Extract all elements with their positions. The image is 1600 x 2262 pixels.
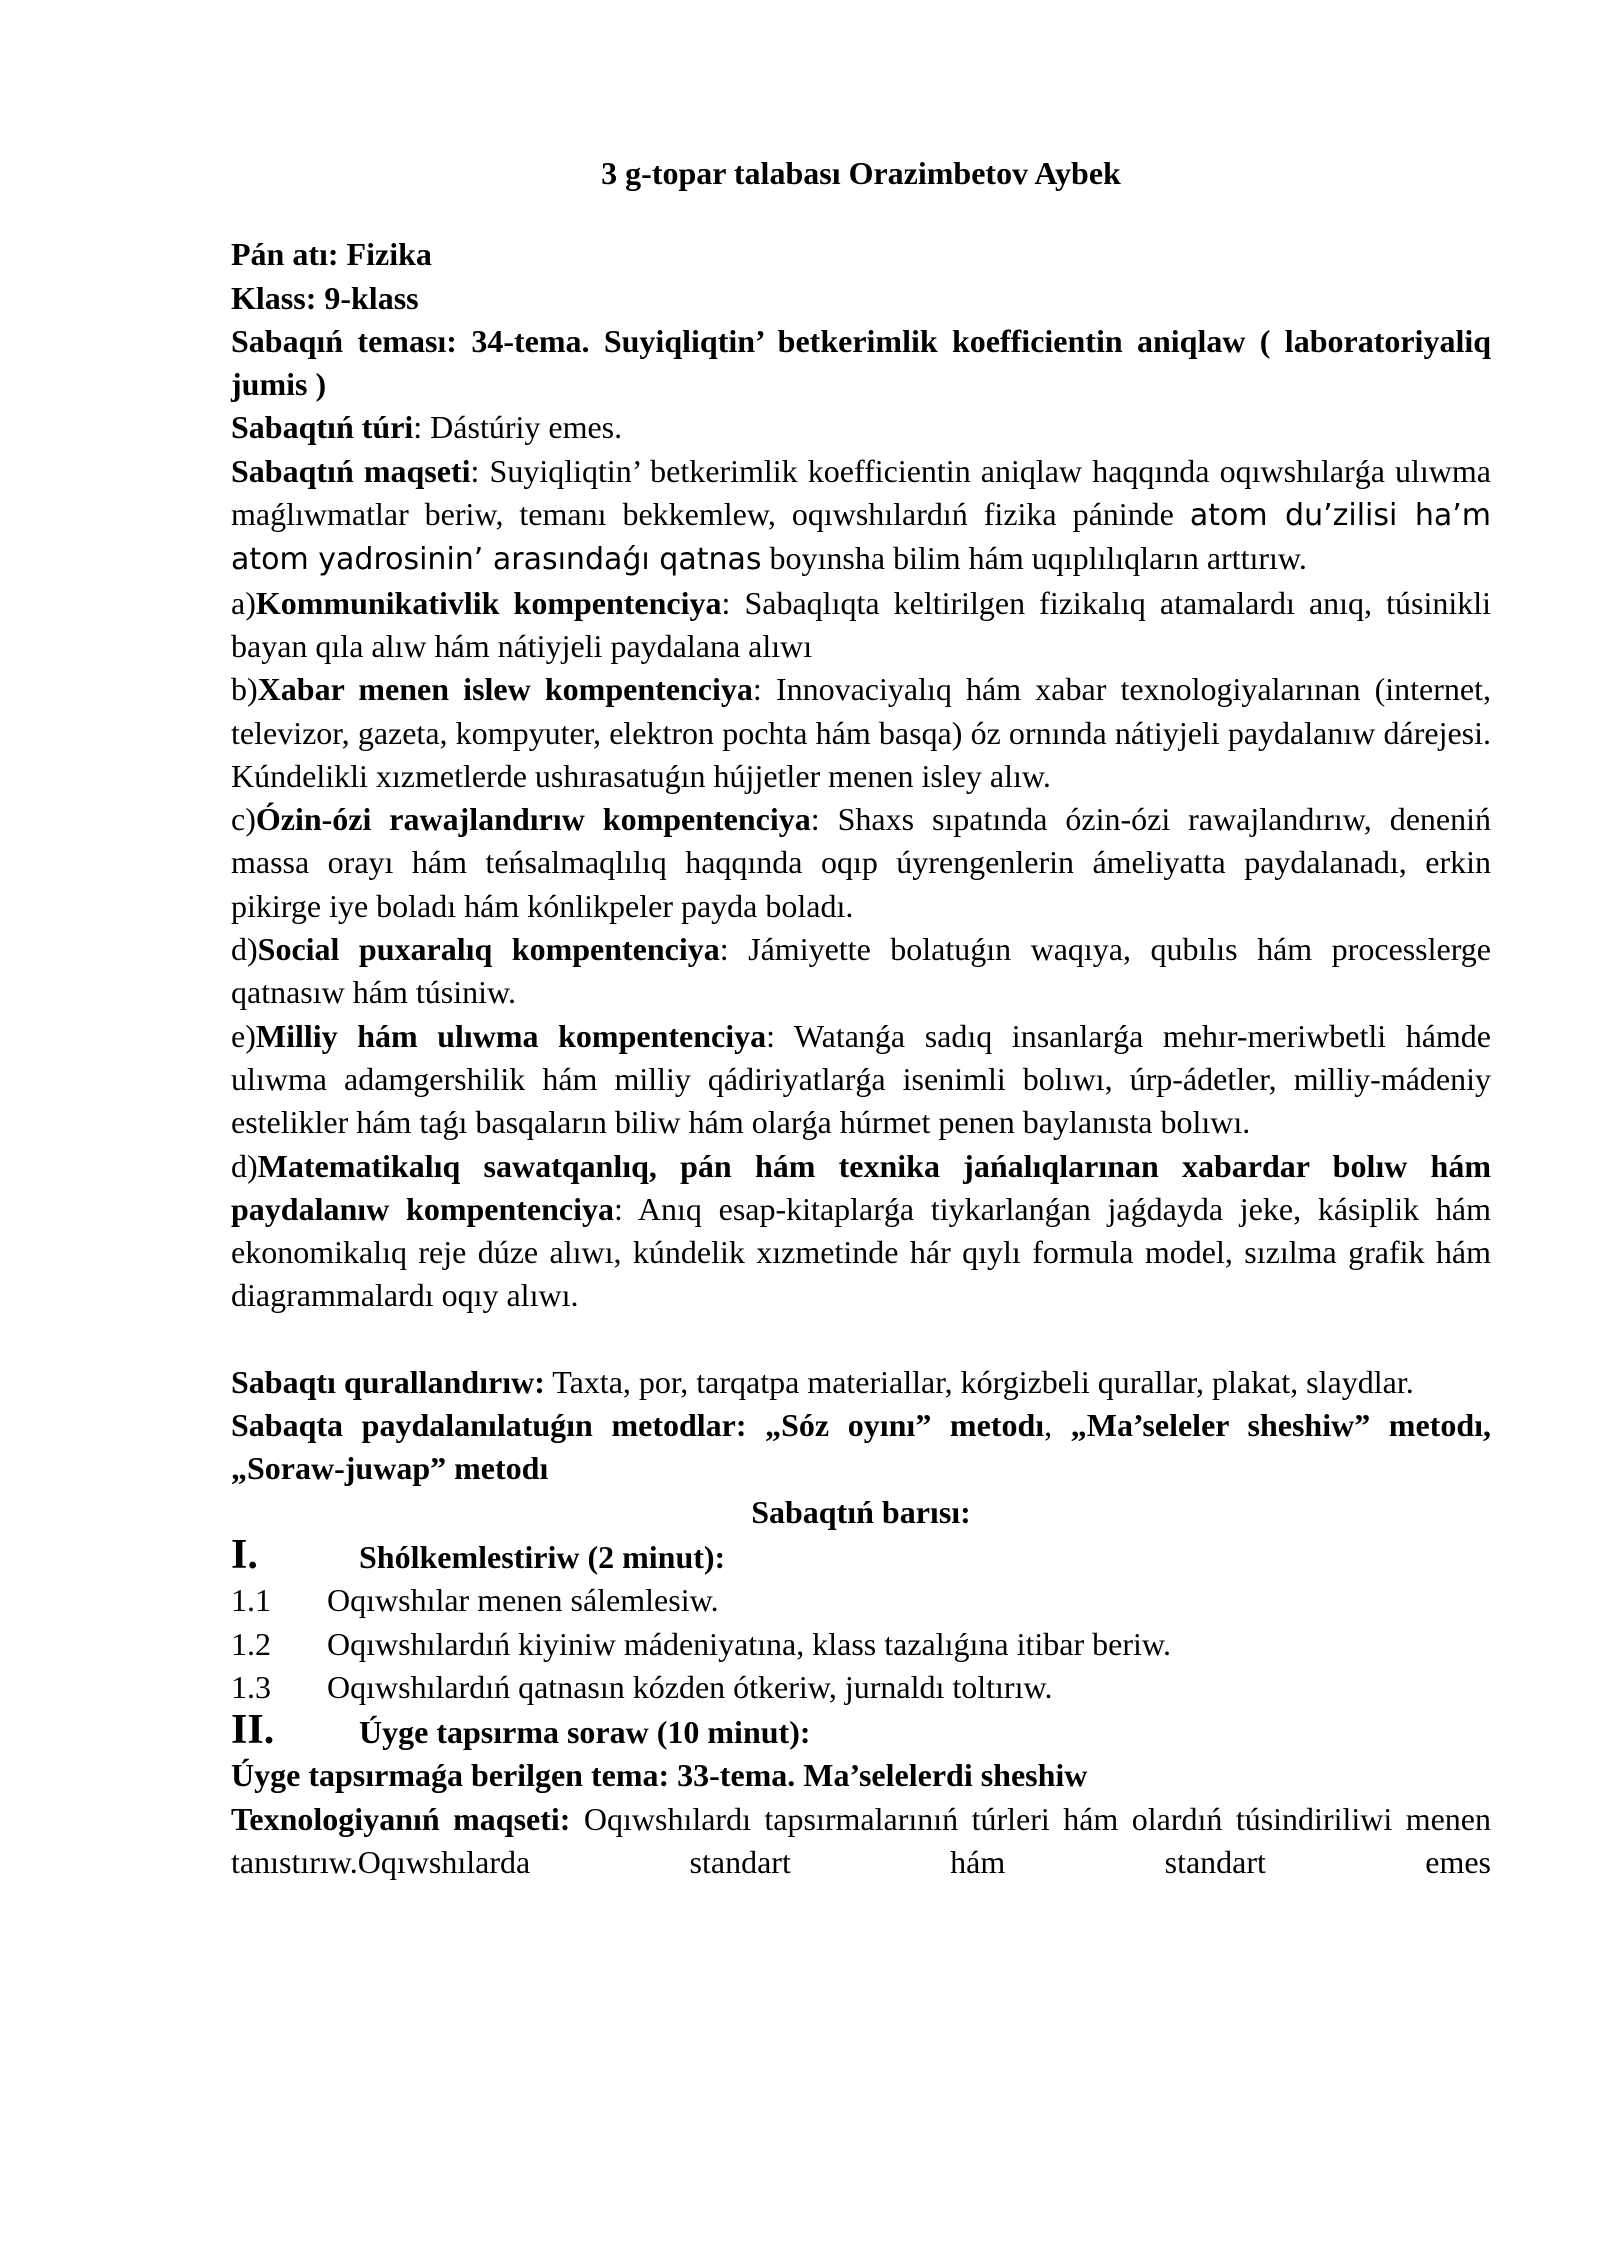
metodlar-paragraph bbox=[231, 1404, 1491, 1491]
texnologiya-paragraph bbox=[231, 1798, 1491, 1885]
competency-text: : Shaxs sıpatında ózin-ózi rawajlandırıw, deneniń massa orayı hám teńsalmaqlılıq haqqında oqıp úyrengenlerin ámeliyatta paydalanadı, erkin pikirge iye boladı hám kónlikpeler payda boladı. bbox=[231, 801, 1492, 924]
page-title: 3 g-topar talabası Orazimbetov Aybek bbox=[601, 155, 1121, 191]
maqseti-text2: boyınsha bilim hám uqıplılıqların arttırıw. bbox=[761, 540, 1307, 577]
competency-a bbox=[231, 582, 1491, 669]
competency-prefix: c) bbox=[231, 801, 256, 838]
competency-prefix: d) bbox=[231, 1147, 258, 1184]
list-item-number: 1.2 bbox=[231, 1625, 271, 1662]
competency-prefix: a) bbox=[231, 584, 256, 621]
section-1-number: I. bbox=[231, 1531, 258, 1578]
qurallar-text: Taxta, por, tarqatpa materiallar, kórgizbeli qurallar, plakat, slaydlar. bbox=[544, 1363, 1414, 1400]
competency-text: : Sabaqlıqta keltirilgen fizikalıq atamalardı anıq, túsinikli bayan qıla alıw hám nátiyjeli paydalana alıwı bbox=[231, 584, 1492, 664]
subject-line bbox=[231, 233, 1491, 276]
competency-prefix: e) bbox=[231, 1017, 256, 1054]
competency-text: : Watanǵa sadıq insanlarǵa mehır-meriwbetli hámde ulıwma adamgershilik hám milliy qádiriyatlarǵa isenimli bolıwı, úrp-ádetler, milliy-mádeniy estelikler hám taǵı basqaların biliw hám olarǵa húrmet penen baylanısta bolıwı. bbox=[231, 1017, 1491, 1141]
subject-value: Fizika bbox=[346, 236, 432, 273]
subject-label: Pán atı: bbox=[231, 236, 339, 273]
spacer bbox=[231, 1318, 1491, 1361]
turi-value: : Dástúriy emes. bbox=[413, 409, 623, 446]
section-2-heading bbox=[231, 1709, 1491, 1754]
tema-line bbox=[231, 320, 1491, 407]
tema-label: Sabaqıń teması: bbox=[231, 322, 457, 359]
competency-b bbox=[231, 668, 1491, 798]
metodlar-sep: , bbox=[1044, 1407, 1071, 1444]
texnologiya-label: Texnologiyanıń maqseti: bbox=[231, 1800, 571, 1837]
competency-prefix: b) bbox=[231, 671, 258, 708]
barisi-heading: Sabaqtıń barısı: bbox=[751, 1493, 971, 1530]
section-1-title: Shólkemlestiriw (2 minut): bbox=[359, 1538, 726, 1575]
competency-label: Xabar menen islew kompentenciya bbox=[257, 671, 753, 708]
list-item-number: 1.1 bbox=[231, 1582, 271, 1619]
metodlar-label2: „Ma’seleler sheshiw” metodı, „Soraw-juwap” metodı bbox=[231, 1407, 1492, 1487]
competency-c bbox=[231, 798, 1491, 928]
competency-label: Ózin-ózi rawajlandırıw kompentenciya bbox=[255, 801, 811, 838]
klass-value: 9-klass bbox=[324, 279, 419, 316]
qurallar-label: Sabaqtı qurallandırıw: bbox=[231, 1363, 545, 1400]
list-item-text: Oqıwshılardıń qatnasın kózden ótkeriw, jurnaldı toltırıw. bbox=[327, 1668, 1053, 1705]
list-item-text: Oqıwshılar menen sálemlesiw. bbox=[327, 1582, 719, 1619]
turi-line bbox=[231, 406, 1491, 449]
maqseti-text1: : Suyiqliqtin’ betkerimlik koefficientin aniqlaw haqqında oqıwshılarǵa ulıwma maǵlıwmatlar beriw, temanı bekkemlew, oqıwshılardıń fizika páninde bbox=[231, 452, 1492, 533]
tema-value: 34-tema. Suyiqliqtin’ betkerimlik koefficientin aniqlaw ( laboratoriyaliq jumis ) bbox=[231, 322, 1492, 403]
list-item-text: Oqıwshılardıń kiyiniw mádeniyatına, klass tazalıǵına itibar beriw. bbox=[327, 1625, 1171, 1662]
list-item bbox=[231, 1623, 1491, 1666]
section-1-heading bbox=[231, 1531, 1491, 1579]
competency-text: : Innovaciyalıq hám xabar texnologiyalarınan (internet, televizor, gazeta, kompyuter, elektron pochta hám basqa) óz ornında nátiyjeli paydalanıw dárejesi. Kúndelikli xızmetlerde ushırasatuǵın hújjetler menen isley alıw. bbox=[231, 671, 1492, 794]
competency-label: Milliy hám ulıwma kompentenciya bbox=[255, 1017, 767, 1054]
list-item bbox=[231, 1579, 1491, 1622]
list-item bbox=[231, 1666, 1491, 1709]
competency-prefix: d) bbox=[231, 931, 258, 968]
metodlar-label: Sabaqta paydalanılatuǵın metodlar: „Sóz oyını” metodı bbox=[231, 1407, 1045, 1444]
section-2-title: Úyge tapsırma soraw (10 minut): bbox=[359, 1714, 811, 1751]
competency-label: Social puxaralıq kompentenciya bbox=[257, 931, 720, 968]
turi-label: Sabaqtıń túri bbox=[231, 409, 414, 446]
maqseti-sans-text: atom du’zilisi ha’m atom yadrosinin’ arasındaǵı qatnas bbox=[231, 498, 1492, 578]
competency-label: Matematikalıq sawatqanlıq, pán hám texnika jańalıqlarınan xabardar bolıw hám paydalanıw kompentenciya bbox=[231, 1147, 1491, 1227]
maqseti-label: Sabaqtıń maqseti bbox=[231, 452, 471, 489]
section-2-number: II. bbox=[231, 1707, 275, 1754]
competency-d bbox=[231, 928, 1491, 1015]
competency-text: : Jámiyette bolatuǵın waqıya, qubılıs hám processlerge qatnasıw hám túsiniw. bbox=[231, 931, 1492, 1011]
uyge-line: Úyge tapsırmaǵa berilgen tema: 33-tema. Ma’selelerdi sheshiw bbox=[231, 1757, 1088, 1794]
klass-label: Klass: bbox=[231, 279, 317, 316]
klass-line bbox=[231, 277, 1491, 320]
maqseti-paragraph bbox=[231, 450, 1491, 582]
texnologiya-text: Oqıwshılardı tapsırmalarınıń túrleri hám olardıń túsindiriliwi menen tanıstırıw.Oqıwshılarda standart hám standart emes bbox=[231, 1800, 1492, 1880]
competency-d2 bbox=[231, 1145, 1491, 1318]
competency-label: Kommunikativlik kompentenciya bbox=[255, 584, 722, 621]
qurallar-paragraph bbox=[231, 1361, 1491, 1404]
document-body bbox=[231, 152, 1491, 1884]
competency-text: : Anıq esap-kitaplarǵa tiykarlanǵan jaǵdayda jeke, kásiplik hám ekonomikalıq reje dúze alıwı, kúndelik xızmetinde hár qıylı formula model, sızılma grafik hám diagrammalardı oqıy alıwı. bbox=[231, 1190, 1492, 1314]
competency-e bbox=[231, 1015, 1491, 1145]
list-item-number: 1.3 bbox=[231, 1668, 271, 1705]
